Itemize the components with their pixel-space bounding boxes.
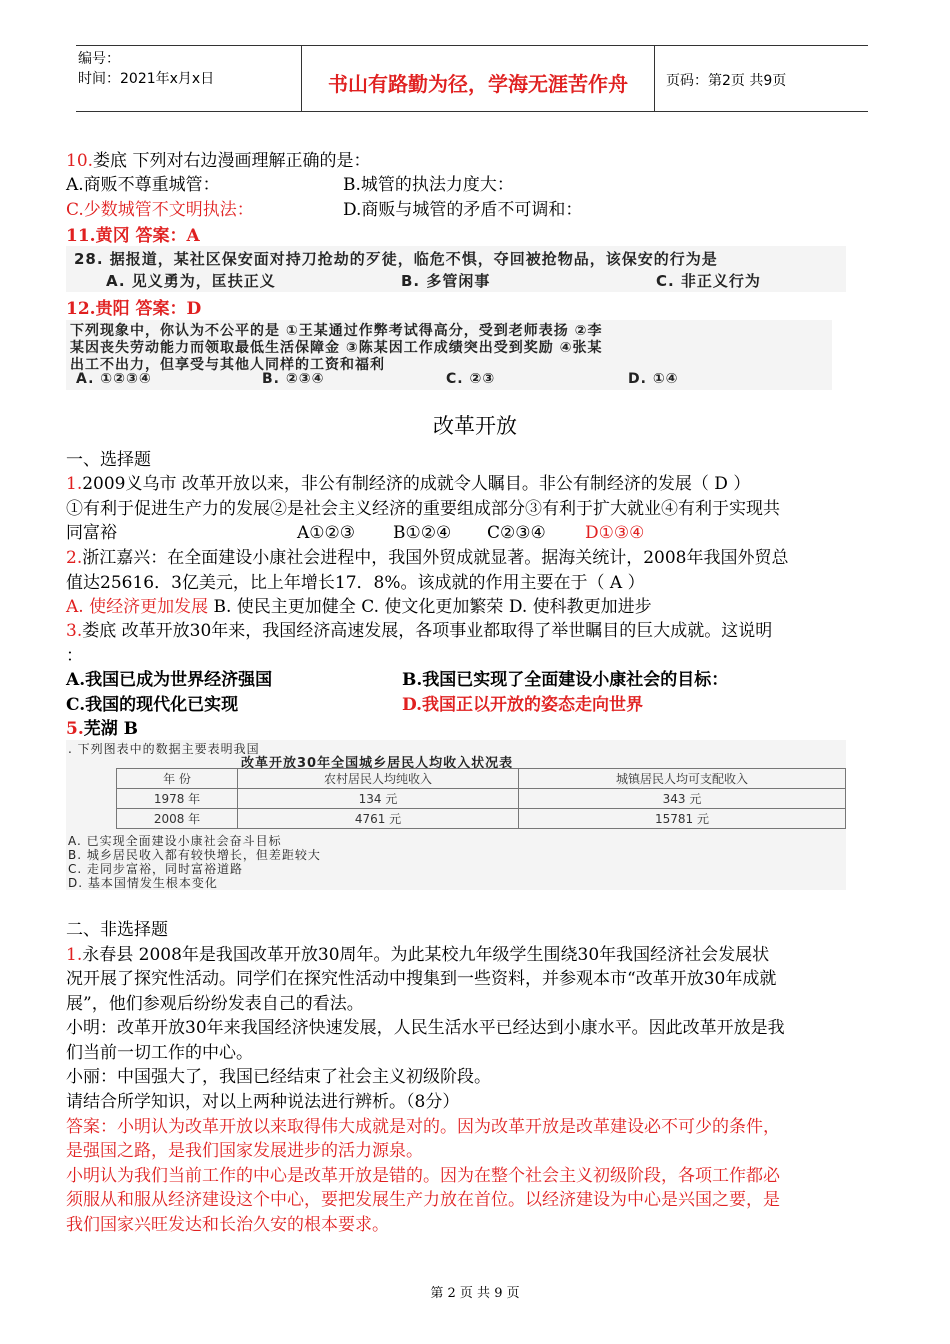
serial-label: 编号： — [78, 51, 120, 67]
p2-text-line: 1.永春县 2008年是我国改革开放30周年。为此某校九年级学生围绕30年我国经济社会发展状 — [66, 945, 770, 965]
q12-answer: 12.贵阳 答案：D — [66, 299, 202, 319]
q5-scan-intro: . 下列图表中的数据主要表明我国 — [68, 742, 260, 756]
p1-q3-option-a: A.我国已成为世界经济强国 — [66, 670, 273, 690]
table-header-cell: 农村居民人均纯收入 — [238, 769, 519, 789]
table-cell: 15781 元 — [519, 809, 846, 829]
table-cell: 343 元 — [519, 789, 846, 809]
p2-text-line: 小丽：中国强大了，我国已经结束了社会主义初级阶段。 — [66, 1067, 491, 1087]
table-cell: 134 元 — [238, 789, 519, 809]
p2-answer-line: 答案：小明认为改革开放以来取得伟大成就是对的。因为改革开放是改革建设必不可少的条件， — [66, 1117, 780, 1137]
p1-q1-option-a: A①②③ — [297, 523, 355, 543]
q5-scan-option-b: B. 城乡居民收入都有较快增长，但差距较大 — [68, 848, 321, 862]
time-label: 时间：2021年x月x日 — [78, 71, 215, 87]
q11-scan-image — [66, 246, 846, 292]
q5-income-table — [116, 768, 846, 829]
q12-scan-option-c: C. ②③ — [446, 371, 496, 387]
p1-q5-label: 5.芜湖 B — [66, 719, 139, 739]
q5-table-title: 改革开放30年全国城乡居民人均收入状况表 — [241, 756, 514, 771]
q11-scan-option-b: B. 多管闲事 — [401, 272, 491, 290]
p1-q3-option-b: B.我国已实现了全面建设小康社会的目标： — [402, 670, 729, 690]
p1-q1-line: ①有利于促进生产力的发展②是社会主义经济的重要组成部分③有利于扩大就业④有利于实现共 — [66, 499, 780, 519]
table-cell: 1978 年 — [117, 789, 238, 809]
p1-q3-line: ： — [66, 646, 83, 666]
table-header-cell: 年 份 — [117, 769, 238, 789]
p1-q1-line: 1.2009义乌市 改革开放以来，非公有制经济的成就令人瞩目。非公有制经济的发展（ D ） — [66, 474, 751, 494]
part2-heading: 二、非选择题 — [66, 920, 168, 940]
header-page-info: 页码：第2页 共9页 — [666, 73, 787, 89]
p1-q2-line: 2.浙江嘉兴：在全面建设小康社会进程中，我国外贸成就显著。据海关统计，2008年我国外贸总 — [66, 548, 789, 568]
p1-q1-line: 同富裕 — [66, 523, 117, 543]
p2-text-line: 请结合所学知识，对以上两种说法进行辨析。（8分） — [66, 1092, 460, 1112]
q11-scan-option-c: C. 非正义行为 — [656, 272, 761, 290]
q5-scan-option-c: C. 走同步富裕，同时富裕道路 — [68, 862, 244, 876]
table-row — [117, 789, 846, 809]
p1-q3-option-d: D.我国正以开放的姿态走向世界 — [402, 695, 644, 715]
q5-scan-option-a: A. 已实现全面建设小康社会奋斗目标 — [68, 834, 282, 848]
q12-scan-line: 某因丧失劳动能力而领取最低生活保障金 ③陈某因工作成绩突出受到奖励 ④张某 — [70, 340, 603, 356]
p2-text-line: 小明：改革开放30年来我国经济快速发展，人民生活水平已经达到小康水平。因此改革开放是我 — [66, 1018, 785, 1038]
q11-answer: 11.黄冈 答案：A — [66, 226, 200, 246]
header-divider — [301, 46, 302, 111]
p1-q1-option-c: C②③④ — [487, 523, 546, 543]
part1-heading: 一、选择题 — [66, 450, 151, 470]
q5-scan-image — [66, 740, 846, 890]
q10-option-d: D.商贩与城管的矛盾不可调和： — [343, 200, 583, 220]
p1-q3-line: 3.娄底 改革开放30年来，我国经济高速发展，各项事业都取得了举世瞩目的巨大成就。这说明 — [66, 621, 773, 641]
table-row — [117, 809, 846, 829]
p2-text-line: 们当前一切工作的中心。 — [66, 1043, 253, 1063]
p2-answer-line: 是强国之路，是我们国家发展进步的活力源泉。 — [66, 1141, 423, 1161]
header-motto: 书山有路勤为径，学海无涯苦作舟 — [328, 72, 628, 96]
p2-answer-line: 须服从和服从经济建设这个中心，要把发展生产力放在首位。以经济建设为中心是兴国之要，是 — [66, 1190, 780, 1210]
header-meta — [78, 49, 214, 89]
q12-scan-option-d: D. ①④ — [628, 371, 679, 387]
p1-q2-line: 值达25616．3亿美元，比上年增长17．8%。该成就的作用主要在于（ A ） — [66, 573, 645, 593]
page-footer: 第 2 页 共 9 页 — [430, 1286, 520, 1301]
p2-text-line: 况开展了探究性活动。同学们在探究性活动中搜集到一些资料，并参观本市“改革开放30年成就 — [66, 969, 777, 989]
p2-answer-line: 小明认为我们当前工作的中心是改革开放是错的。因为在整个社会主义初级阶段，各项工作都必 — [66, 1166, 780, 1186]
q10-option-b: B.城管的执法力度大： — [343, 175, 514, 195]
q12-scan-image — [66, 320, 832, 390]
p2-text-line: 展”，他们参观后纷纷发表自己的看法。 — [66, 994, 364, 1014]
page-header — [76, 45, 868, 112]
table-header-row — [117, 769, 846, 789]
table-cell: 4761 元 — [238, 809, 519, 829]
q12-scan-line: 下列现象中，你认为不公平的是 ①王某通过作弊考试得高分，受到老师表扬 ②李 — [70, 323, 603, 339]
p1-q2-options: A. 使经济更加发展 B. 使民主更加健全 C. 使文化更加繁荣 D. 使科教更加进步 — [66, 597, 652, 617]
q11-scan-stem: 28. 据报道，某社区保安面对持刀抢劫的歹徒，临危不惧，夺回被抢物品，该保安的行为是 — [74, 250, 718, 268]
p1-q3-option-c: C.我国的现代化已实现 — [66, 695, 239, 715]
q12-scan-line: 出工不出力，但享受与其他人同样的工资和福利 — [70, 357, 385, 373]
q10-stem: 10.娄底 下列对右边漫画理解正确的是： — [66, 151, 371, 171]
section-title: 改革开放 — [433, 414, 517, 438]
q10-option-a: A.商贩不尊重城管： — [66, 175, 220, 195]
table-cell: 2008 年 — [117, 809, 238, 829]
table-header-cell: 城镇居民人均可支配收入 — [519, 769, 846, 789]
q10-option-c: C.少数城管不文明执法： — [66, 200, 254, 220]
q12-scan-option-b: B. ②③④ — [262, 371, 325, 387]
header-divider — [654, 46, 655, 111]
q11-scan-option-a: A. 见义勇为，匡扶正义 — [106, 272, 276, 290]
p1-q1-option-b: B①②④ — [393, 523, 452, 543]
p2-answer-line: 我们国家兴旺发达和长治久安的根本要求。 — [66, 1215, 389, 1235]
p1-q1-option-d: D①③④ — [585, 523, 645, 543]
q12-scan-option-a: A. ①②③④ — [76, 371, 152, 387]
q5-scan-option-d: D. 基本国情发生根本变化 — [68, 876, 218, 890]
